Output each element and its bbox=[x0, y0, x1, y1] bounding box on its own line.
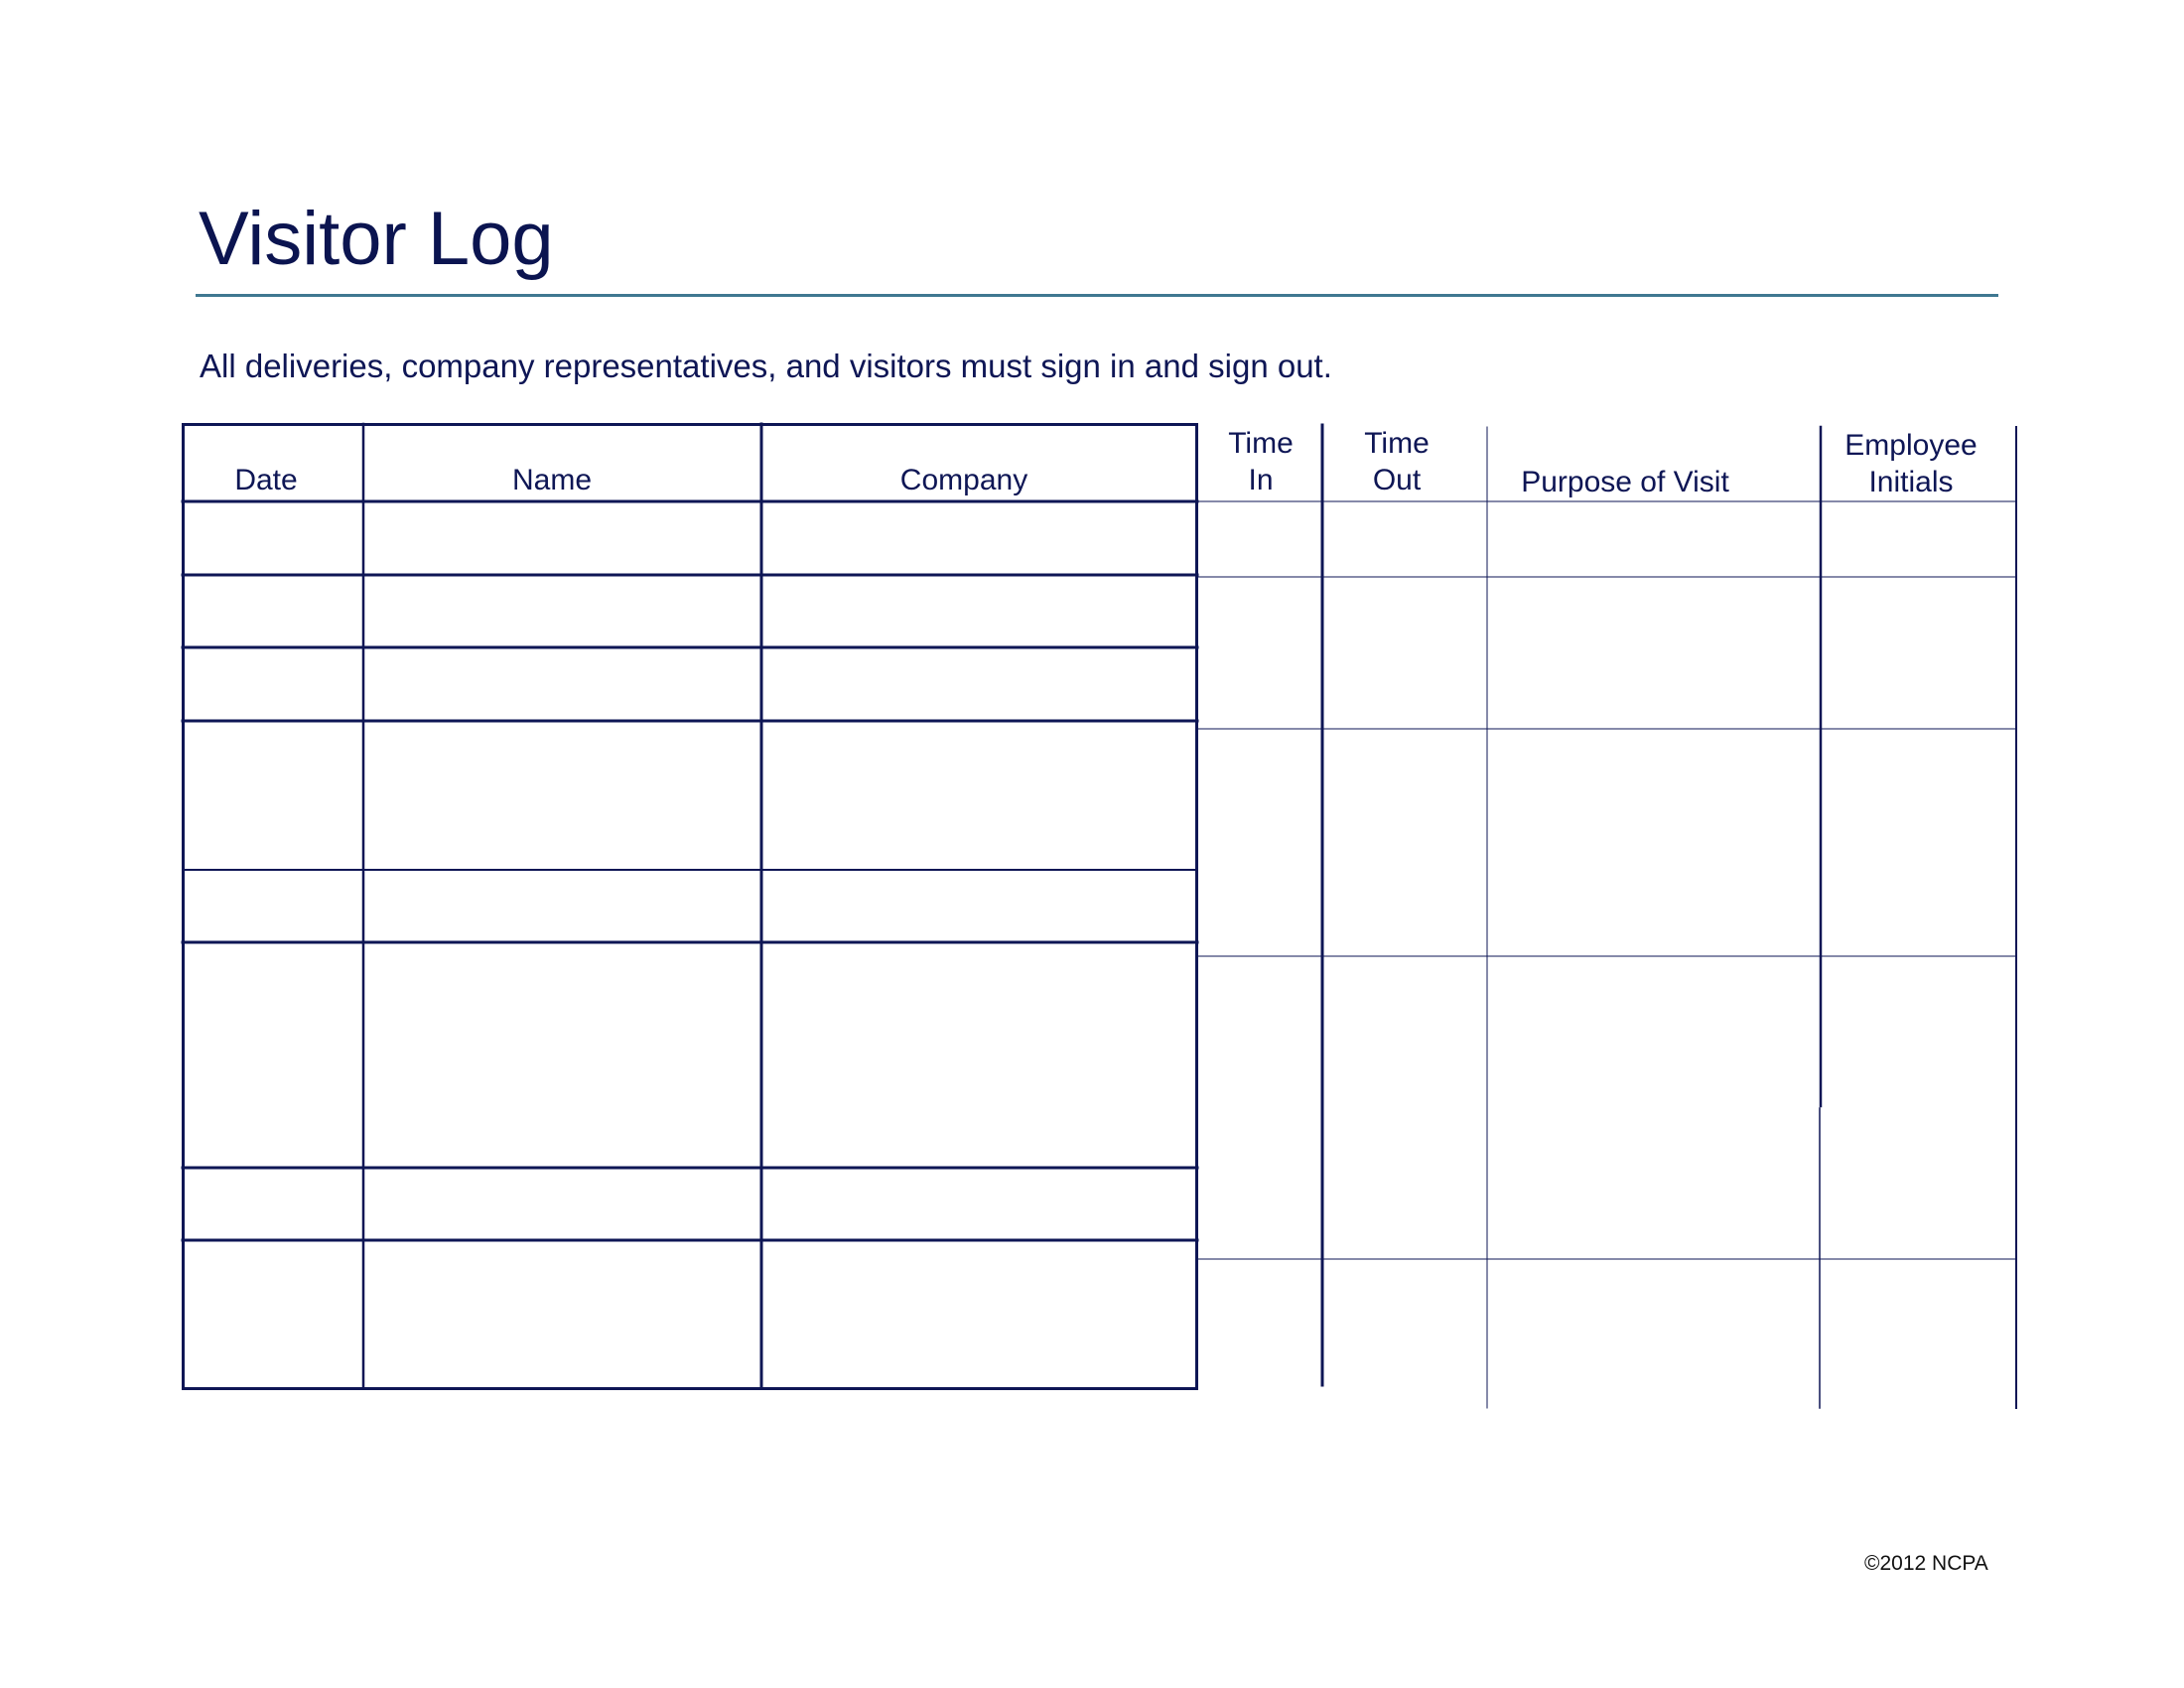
page-title: Visitor Log bbox=[199, 197, 554, 281]
copyright-notice: ©2012 NCPA bbox=[1864, 1552, 1988, 1575]
name-column-header: Name bbox=[511, 464, 593, 496]
company-column-header: Company bbox=[899, 464, 1028, 496]
initials-column-header-line2: Initials bbox=[1868, 466, 1954, 498]
sign-in-instructions: All deliveries, company representatives, and visitors must sign in and sign out. bbox=[200, 348, 1332, 384]
time-in-column-header-line2: In bbox=[1248, 464, 1274, 496]
time-out-column-header-line2: Out bbox=[1372, 464, 1422, 496]
left-table-border bbox=[184, 425, 1197, 1389]
initials-column-header-line1: Employee bbox=[1844, 429, 1978, 462]
date-column-header: Date bbox=[234, 464, 298, 496]
purpose-column-header: Purpose of Visit bbox=[1521, 466, 1729, 498]
time-out-column-header-line1: Time bbox=[1364, 427, 1430, 460]
time-in-column-header-line1: Time bbox=[1228, 427, 1294, 460]
